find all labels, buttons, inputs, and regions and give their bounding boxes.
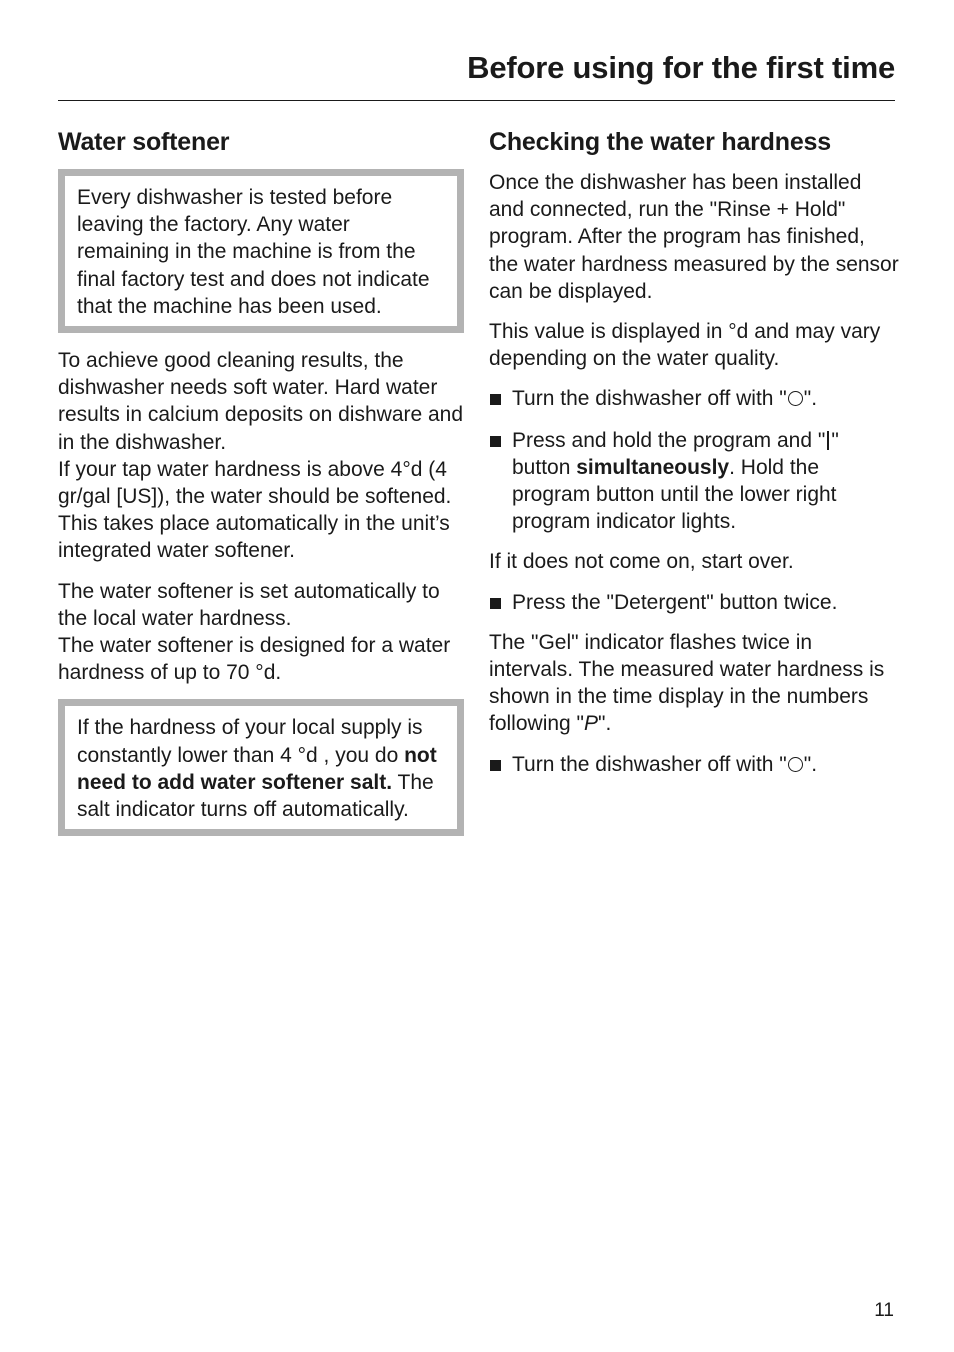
power-off-circle-icon: [788, 391, 803, 406]
bullet-square-icon: [490, 760, 501, 771]
salt-note-suffix: The salt indicator turns off automatically.: [77, 770, 434, 822]
step-turn-off-final: Turn the dishwasher off with " ".: [489, 751, 899, 778]
rinse-hold-paragraph: Once the dishwasher has been installed and connected, run the "Rinse + Hold" program. After the program has finished, the water hardness measured by the sensor can be displayed.: [489, 171, 899, 303]
salt-note-box: [58, 699, 464, 836]
step-press-hold: Press and hold the program and " " button simultaneously. Hold the program button until the lower right program indicator lights.: [489, 427, 899, 536]
display-p-glyph: P: [584, 712, 599, 736]
value-displayed-paragraph: This value is displayed in °d and may vary depending on the water quality.: [489, 320, 881, 371]
auto-set-paragraph: The water softener is set automatically to the local water hardness.: [58, 579, 440, 630]
salt-note-bold: not need to add water softener salt.: [77, 743, 437, 794]
steps-list-2: [489, 589, 899, 616]
page-title: Before using for the first time: [467, 50, 895, 85]
max-hardness-paragraph: The water softener is designed for a water hardness of up to 70 °d.: [58, 634, 451, 685]
factory-test-note-box: [58, 169, 464, 333]
page-number: 11: [874, 1300, 894, 1321]
checking-hardness-heading: Checking the water hardness: [489, 128, 831, 156]
step-turn-off: Turn the dishwasher off with " ".: [489, 385, 899, 412]
water-softener-heading: Water softener: [58, 128, 230, 156]
salt-note-prefix: If the hardness of your local supply is constantly lower than 4 °d , you do: [77, 716, 423, 767]
title-rule: [58, 100, 895, 101]
steps-list-3: [489, 751, 899, 778]
tap-water-paragraph: If your tap water hardness is above 4°d (4 gr/gal [US]), the water should be softened. This takes place automatically in the unit’s integrated water softener.: [58, 457, 452, 563]
bullet-square-icon: [490, 394, 501, 405]
right-column: [489, 125, 899, 791]
step-press-detergent: Press the "Detergent" button twice.: [489, 589, 899, 616]
factory-test-note-text: Every dishwasher is tested before leaving the factory. Any water remaining in the machine is from the final factory test and does not indicate that the machine has been used.: [77, 186, 430, 318]
bullet-square-icon: [490, 598, 501, 609]
power-on-bar-icon: [827, 431, 829, 450]
power-off-circle-icon: [788, 757, 803, 772]
bullet-square-icon: [490, 436, 501, 447]
steps-list-1: [489, 385, 899, 535]
start-over-paragraph: If it does not come on, start over.: [489, 550, 794, 574]
soft-water-paragraph: To achieve good cleaning results, the dishwasher needs soft water. Hard water results in calcium deposits on dishware and in the dishwasher.: [58, 349, 464, 454]
gel-indicator-paragraph: The "Gel" indicator flashes twice in intervals. The measured water hardness is shown in the time display in the numbers following "P".: [489, 630, 885, 736]
left-column: [58, 125, 464, 850]
salt-note-text: [77, 714, 445, 823]
